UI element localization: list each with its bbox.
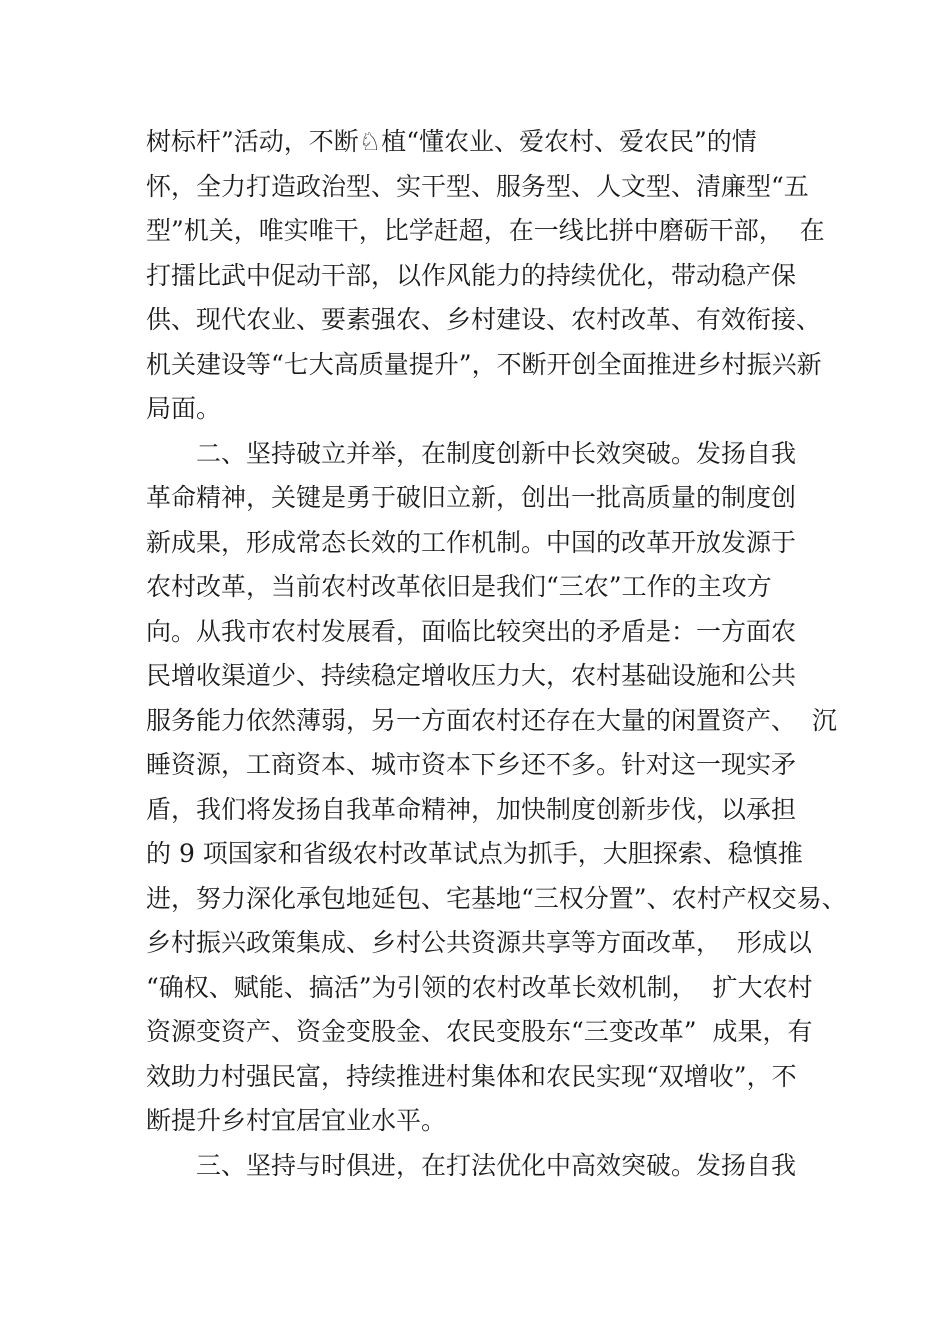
text-line: 型”机关，唯实唯干，比学赶超，在一线比拼中磨砺干部， 在 bbox=[146, 216, 825, 245]
section-heading-line: 二、坚持破立并举，在制度创新中长效突破。发扬自我 bbox=[196, 438, 797, 468]
text-line: 睡资源，工商资本、城市资本下乡还不多。针对这一现实矛 bbox=[146, 750, 797, 779]
text-line: 服务能力依然薄弱，另一方面农村还存在大量的闲置资产、 沉 bbox=[146, 705, 837, 735]
text-line: 供、现代农业、要素强农、乡村建设、农村改革、有效衔接、 bbox=[146, 305, 822, 334]
text-line: 乡村振兴政策集成、乡村公共资源共享等方面改革， 形成以 bbox=[146, 928, 812, 957]
text-line: “确权、赋能、搞活”为引领的农村改革长效机制， 扩大农村 bbox=[146, 972, 813, 1002]
text-line: 革命精神，关键是勇于破旧立新，创出一批高质量的制度创 bbox=[146, 483, 797, 512]
text-line: 机关建设等“七大高质量提升”，不断开创全面推进乡村振兴新 bbox=[146, 349, 822, 379]
text-line: 局面。 bbox=[146, 394, 222, 423]
text-line: 打擂比武中促动干部，以作风能力的持续优化，带动稳产保 bbox=[146, 260, 797, 290]
text-line: 怀，全力打造政治型、实干型、服务型、人文型、清廉型“五 bbox=[146, 171, 809, 201]
text-line: 农村改革，当前农村改革依旧是我们“三农”工作的主攻方 bbox=[146, 572, 772, 601]
body-text bbox=[146, 120, 847, 1188]
text-line: 民增收渠道少、持续稳定增收压力大，农村基础设施和公共 bbox=[146, 661, 797, 690]
text-line: 效助力村强民富，持续推进村集体和农民实现“双增收”，不 bbox=[146, 1061, 797, 1091]
text-line: 树标杆”活动，不断♘植“懂农业、爱农村、爱农民”的情 bbox=[146, 127, 757, 156]
text-line: 进，努力深化承包地延包、宅基地“三权分置”、农村产权交易、 bbox=[146, 883, 847, 913]
text-line: 的 9 项国家和省级农村改革试点为抓手，大胆探索、稳慎推 bbox=[146, 839, 803, 868]
text-line: 断提升乡村宜居宜业水平。 bbox=[146, 1106, 447, 1135]
section-heading-line: 三、坚持与时俱进，在打法优化中高效突破。发扬自我 bbox=[196, 1150, 797, 1180]
text-line: 新成果，形成常态长效的工作机制。中国的改革开放发源于 bbox=[146, 527, 797, 557]
text-line: 盾，我们将发扬自我革命精神，加快制度创新步伐，以承担 bbox=[146, 794, 797, 824]
text-line: 向。从我市农村发展看，面临比较突出的矛盾是：一方面农 bbox=[146, 616, 797, 646]
text-line: 资源变资产、资金变股金、农民变股东“三变改革” 成果，有 bbox=[146, 1017, 813, 1046]
